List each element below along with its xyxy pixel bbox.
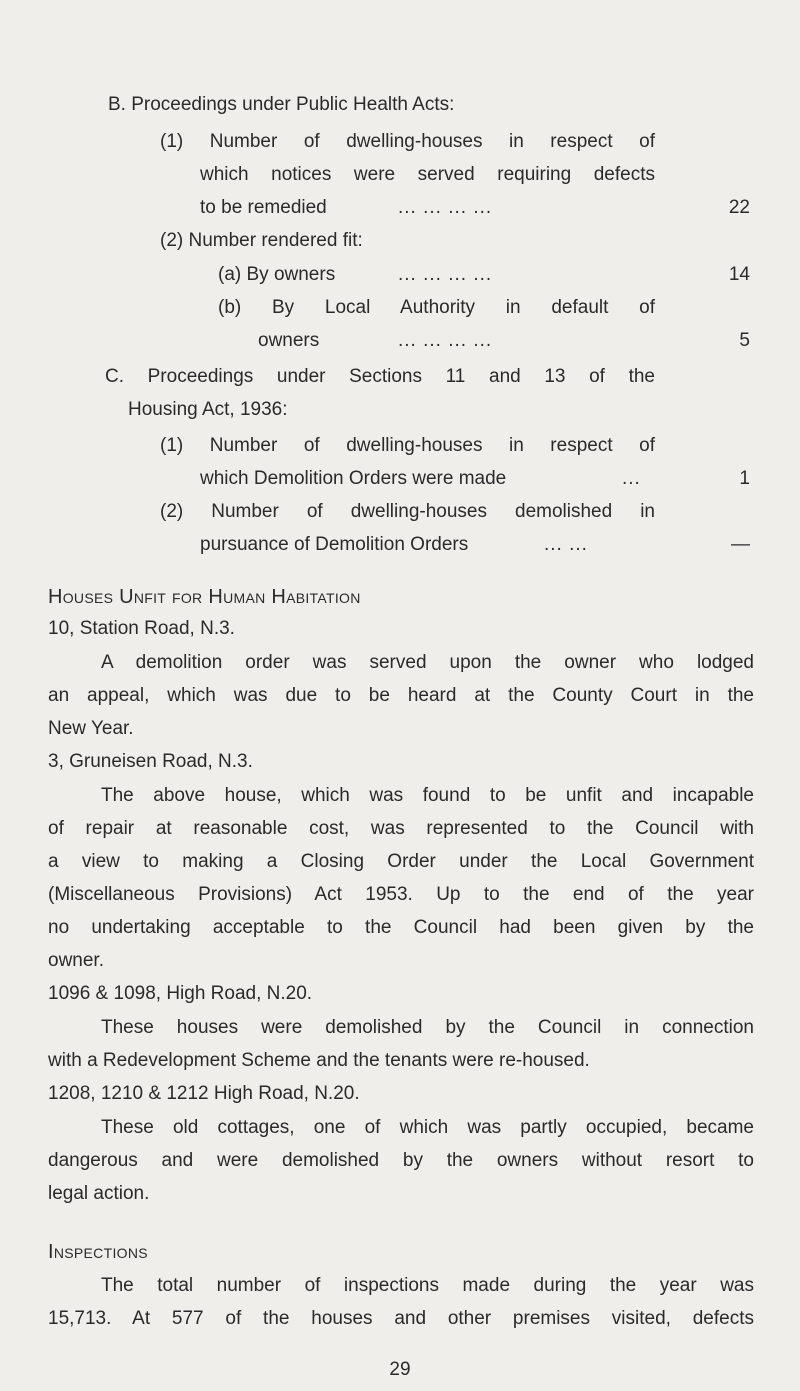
case2-text-line: (Miscellaneous Provisions) Act 1953. Up to the end of the year [48,884,754,905]
section-c-item2-line1: (2) Number of dwelling-houses demolished in [160,501,655,522]
case2-text-line: a view to making a Closing Order under the Local Government [48,851,754,872]
section-b-item2b-line1: (b) By Local Authority in default of [218,297,655,318]
leader-dots: ... ... ... ... [398,330,493,351]
section-b-item2b-line2: owners [258,330,320,351]
case2-text-line: of repair at reasonable cost, was represented to the Council with [48,818,754,839]
houses-unfit-heading: Houses Unfit for Human Habitation [48,586,361,608]
section-c-heading-line2: Housing Act, 1936: [128,399,288,420]
section-b-item2a-value: 14 [728,264,750,285]
case1-text-line: an appeal, which was due to be heard at the County Court in the [48,685,754,706]
case3-address: 1096 & 1098, High Road, N.20. [48,983,313,1004]
section-b-heading: B. Proceedings under Public Health Acts: [108,94,455,115]
inspections-heading: Inspections [48,1241,148,1263]
case1-address: 10, Station Road, N.3. [48,618,235,639]
section-c-item1-line2: which Demolition Orders were made [200,468,507,489]
case2-address: 3, Gruneisen Road, N.3. [48,751,253,772]
section-b-item1-line3: to be remedied [200,197,327,218]
case1-text-line: New Year. [48,718,134,739]
leader-dots: ... ... [544,534,588,555]
inspections-text-line: 15,713. At 577 of the houses and other premises visited, defects [48,1308,754,1329]
section-b-item2-heading: (2) Number rendered fit: [160,230,363,251]
case4-text-line: legal action. [48,1183,150,1204]
inspections-text-line: The total number of inspections made during the year was [101,1275,754,1296]
leader-dots: ... [622,468,641,489]
case2-text-line: no undertaking acceptable to the Council had been given by the [48,917,754,938]
section-c-item2-value: — [731,534,750,555]
case4-text-line: These old cottages, one of which was partly occupied, became [101,1117,754,1138]
case3-text-line: These houses were demolished by the Council in connection [101,1017,754,1038]
section-c-item1-value: 1 [739,468,750,489]
section-b-item2b-value: 5 [739,330,750,351]
case4-address: 1208, 1210 & 1212 High Road, N.20. [48,1083,360,1104]
case3-text-line: with a Redevelopment Scheme and the tenants were re-housed. [48,1050,590,1071]
section-b-item1-value: 22 [728,197,750,218]
section-b-item2a-label: (a) By owners [218,264,336,285]
section-c-item2-line2: pursuance of Demolition Orders [200,534,469,555]
case1-text-line: A demolition order was served upon the owner who lodged [101,652,754,673]
section-c-item1-line1: (1) Number of dwelling-houses in respect of [160,435,655,456]
case4-text-line: dangerous and were demolished by the owners without resort to [48,1150,754,1171]
case2-text-line: The above house, which was found to be unfit and incapable [101,785,754,806]
page-number: 29 [389,1359,411,1380]
leader-dots: ... ... ... ... [398,197,493,218]
leader-dots: ... ... ... ... [398,264,493,285]
section-c-heading-line1: C. Proceedings under Sections 11 and 13 of the [105,366,655,387]
case2-text-line: owner. [48,950,104,971]
section-b-item1-line1: (1) Number of dwelling-houses in respect of [160,131,655,152]
section-b-item1-line2: which notices were served requiring defects [200,164,655,185]
